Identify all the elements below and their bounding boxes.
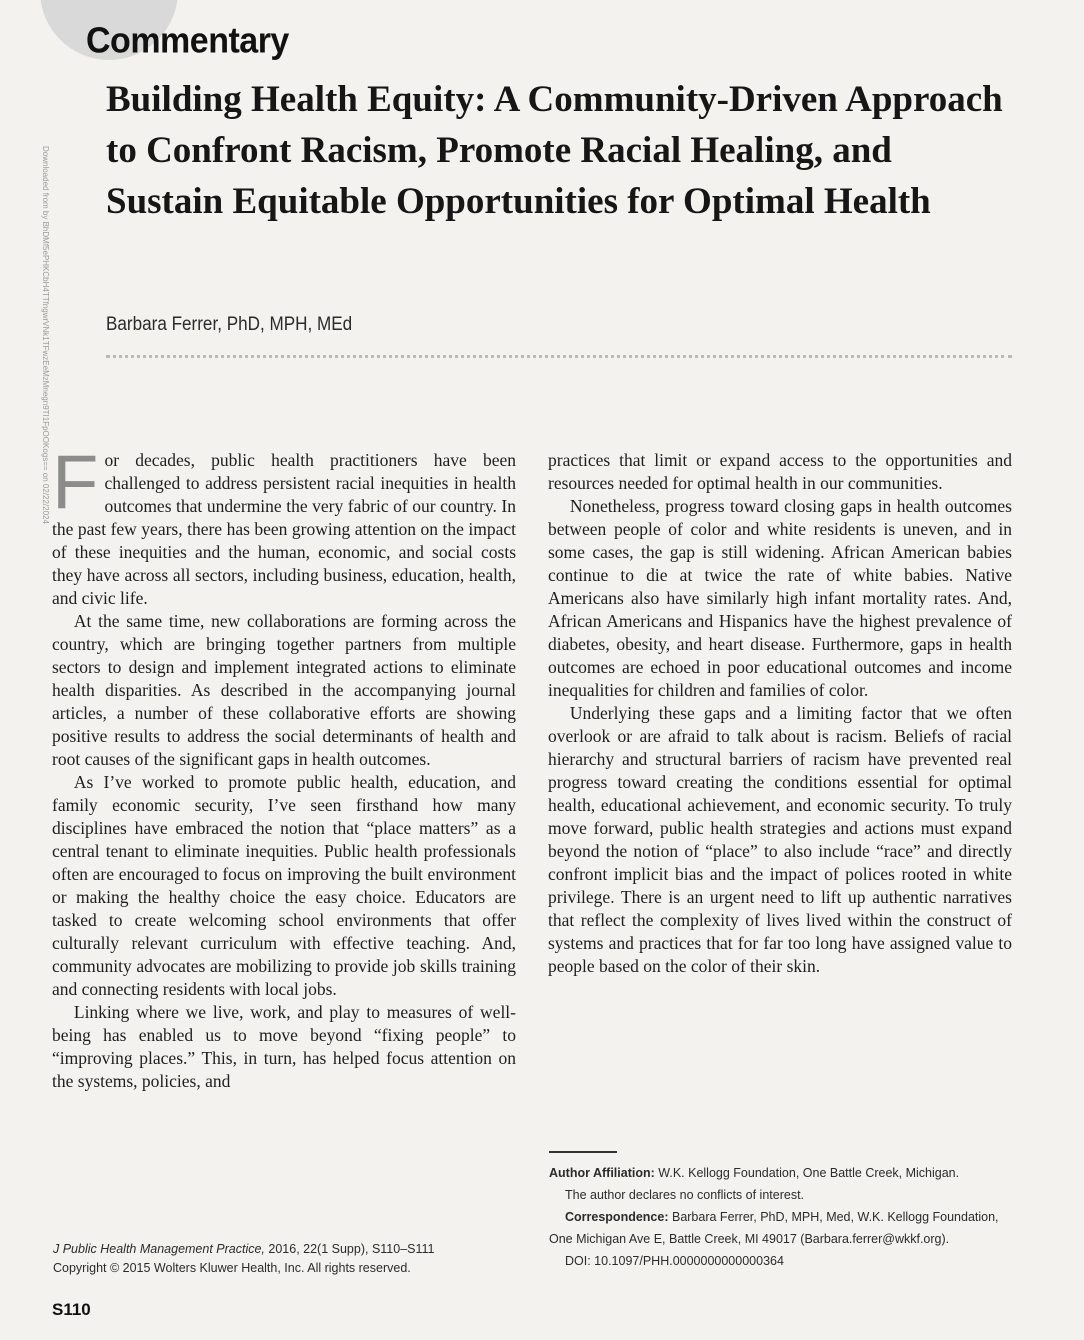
author-affiliation bbox=[549, 1162, 1019, 1272]
journal-citation bbox=[53, 1240, 435, 1278]
section-label: Commentary bbox=[86, 21, 289, 61]
article-title: Building Health Equity: A Community-Driven Approach to Confront Racism, Promote Racial Healing, and Sustain Equitable Opportunities for Optimal Health bbox=[106, 79, 1003, 222]
correspondence-line bbox=[549, 1206, 1019, 1228]
copyright-line: Copyright © 2015 Wolters Kluwer Health, Inc. All rights reserved. bbox=[53, 1261, 411, 1275]
citation-details: 2016, 22(1 Supp), S110–S111 bbox=[264, 1242, 435, 1256]
page-number: S110 bbox=[52, 1300, 91, 1319]
dotted-divider bbox=[106, 355, 1012, 358]
left-column bbox=[52, 440, 516, 1093]
download-watermark: Downloaded from by BhDMf5ePHKCbH4TTfngwrVNk1TFwzEeMzMnegn9TI1FpOOKogs== on 02/22/2024 bbox=[41, 146, 50, 524]
paragraph: Underlying these gaps and a limiting factor that we often overlook or are afraid to talk about is racism. Beliefs of racial hierarchy and structural barriers of racism have prevented real progress toward creating the conditions essential for optimal health, educational achievement, and economic security. To truly move forward, public health strategies and actions must expand beyond the notion of “place” to also include “race” and directly confront implicit bias and the impact of polices rooted in white privilege. There is an urgent need to lift up authentic narratives that reflect the complexity of lives lived within the construct of systems and practices that for far too long have assigned value to people based on the color of their skin. bbox=[548, 703, 1012, 976]
correspondence-address: One Michigan Ave E, Battle Creek, MI 49017 (Barbara.ferrer@wkkf.org). bbox=[549, 1232, 950, 1246]
correspondence-label: Correspondence: bbox=[565, 1210, 669, 1224]
footnote-rule bbox=[549, 1151, 617, 1153]
paragraph-text: or decades, public health practitioners have been challenged to address persistent racial inequities in health outcomes that undermine the very fabric of our country. In the past few years, there has been growing attention on the impact of these inequities and the human, economic, and social costs they have across all sectors, including business, education, health, and civic life. bbox=[52, 450, 516, 608]
paragraph: practices that limit or expand access to the opportunities and resources needed for optimal health in our communities. bbox=[548, 450, 1012, 493]
affiliation-line bbox=[549, 1162, 1019, 1184]
right-column bbox=[548, 449, 1012, 978]
paragraph: At the same time, new collaborations are forming across the country, which are bringing together partners from multiple sectors to design and implement integrated actions to eliminate health disparities. As described in the accompanying journal articles, a number of these collaborative efforts are showing positive results to address the social determinants of health and root causes of the significant gaps in health outcomes. bbox=[52, 611, 516, 769]
doi: DOI: 10.1097/PHH.0000000000000364 bbox=[565, 1254, 784, 1268]
dropcap: F bbox=[52, 440, 99, 525]
paragraph: As I’ve worked to promote public health, education, and family economic security, I’ve seen firsthand how many disciplines have embraced the notion that “place matters” as a central tenant to eliminate inequities. Public health professionals often are encouraged to focus on improving the built environment or making the healthy choice the easy choice. Educators are tasked to create welcoming school environments that offer culturally relevant curriculum with effective teaching. And, community advocates are mobilizing to provide job skills training and connecting residents with local jobs. bbox=[52, 772, 516, 999]
conflict-statement: The author declares no conflicts of interest. bbox=[565, 1188, 805, 1202]
correspondence-text: Barbara Ferrer, PhD, MPH, Med, W.K. Kellogg Foundation, bbox=[671, 1210, 999, 1224]
affiliation-text: W.K. Kellogg Foundation, One Battle Creek, Michigan. bbox=[658, 1166, 960, 1180]
paragraph: Linking where we live, work, and play to measures of well-being has enabled us to move beyond “fixing people” to “improving places.” This, in turn, has helped focus attention on the systems, policies, and bbox=[52, 1002, 516, 1091]
citation-line bbox=[53, 1240, 435, 1259]
author-line: Barbara Ferrer, PhD, MPH, MEd bbox=[106, 314, 353, 335]
paragraph bbox=[52, 440, 516, 610]
paragraph: Nonetheless, progress toward closing gaps in health outcomes between people of color and white residents is uneven, and in some cases, the gap is still widening. African American babies continue to die at twice the rate of white babies. Native Americans also have similarly high infant mortality rates. And, African Americans and Hispanics have the highest prevalence of diabetes, obesity, and heart disease. Furthermore, gaps in health outcomes are echoed in poor educational outcomes and income inequalities for children and families of color. bbox=[548, 496, 1012, 700]
affiliation-label: Author Affiliation: bbox=[549, 1166, 655, 1180]
journal-name: J Public Health Management Practice, bbox=[53, 1242, 265, 1256]
article-body bbox=[52, 440, 1012, 1099]
